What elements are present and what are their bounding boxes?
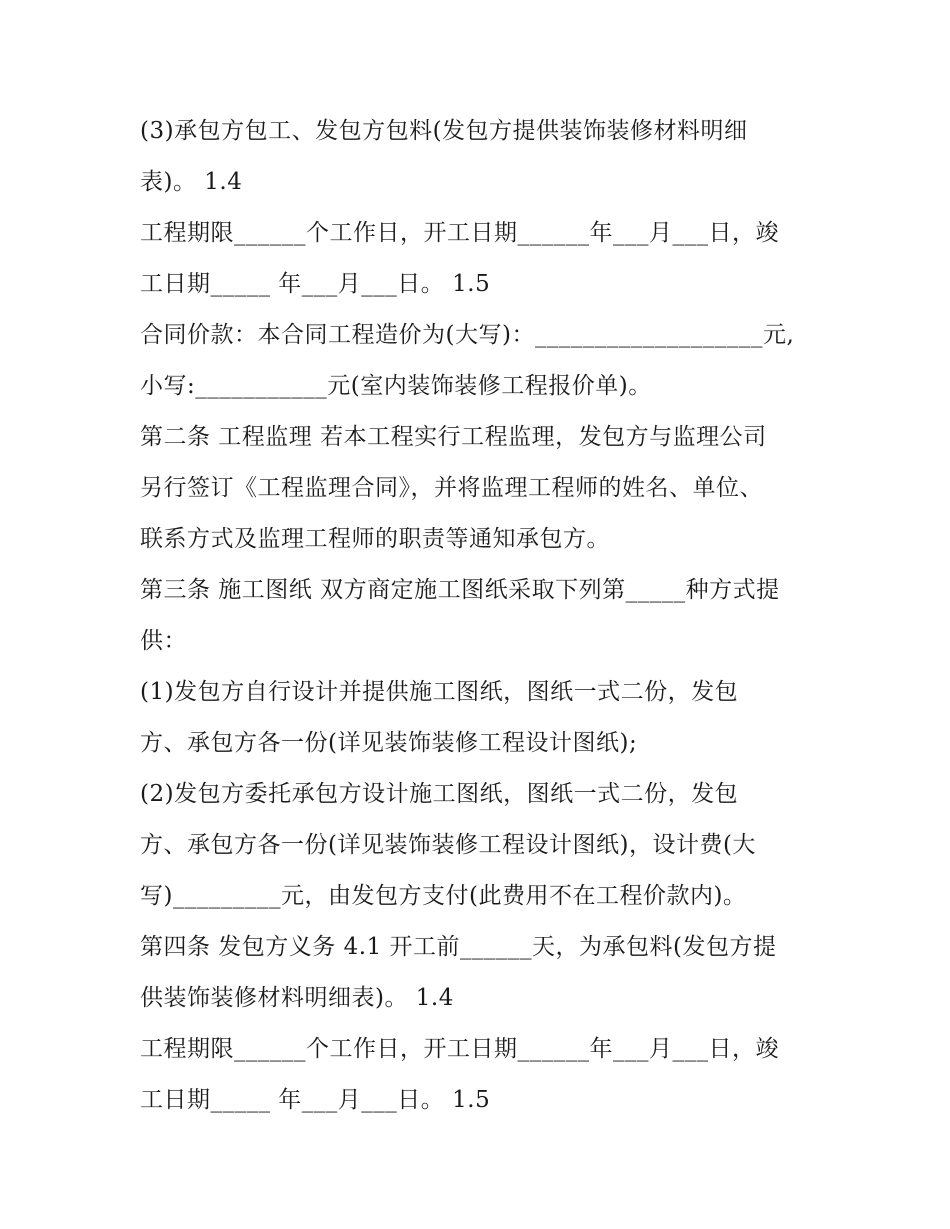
text-line: 供装饰装修材料明细表)。 1.4 [140,985,454,1011]
text-line: (1)发包方自行设计并提供施工图纸，图纸一式二份，发包 [140,679,739,705]
text-line: 方、承包方各一份(详见装饰装修工程设计图纸); [140,730,638,756]
contract-text [140,106,820,1126]
text-line: 工日期_____ 年___月___日。 1.5 [140,271,491,297]
text-line: 供： [140,628,187,654]
text-line: 工程期限______个工作日，开工日期______年___月___日，竣 [140,1036,779,1062]
text-line: 表)。 1.4 [140,169,243,195]
text-line: (2)发包方委托承包方设计施工图纸，图纸一式二份，发包 [140,781,739,807]
section-3-heading-line: 第三条 施工图纸 双方商定施工图纸采取下列第_____种方式提 [140,577,780,603]
section-2-heading-line: 第二条 工程监理 若本工程实行工程监理，发包方与监理公司 [140,424,767,450]
text-line: (3)承包方包工、发包方包料(发包方提供装饰装修材料明细 [140,118,748,144]
section-4-heading-line: 第四条 发包方义务 4.1 开工前______天，为承包料(发包方提 [140,934,777,960]
text-line: 工日期_____ 年___月___日。 1.5 [140,1087,491,1113]
text-line: 合同价款：本合同工程造价为(大写)：___________________元, [140,322,795,348]
text-line: 另行签订《工程监理合同》，并将监理工程师的姓名、单位、 [140,475,763,501]
text-line: 方、承包方各一份(详见装饰装修工程设计图纸)，设计费(大 [140,832,756,858]
text-line: 写)_________元，由发包方支付(此费用不在工程价款内)。 [140,883,747,909]
text-line: 小写:___________元(室内装饰装修工程报价单)。 [140,373,652,399]
text-line: 联系方式及监理工程师的职责等通知承包方。 [140,526,610,552]
text-line: 工程期限______个工作日，开工日期______年___月___日，竣 [140,220,779,246]
